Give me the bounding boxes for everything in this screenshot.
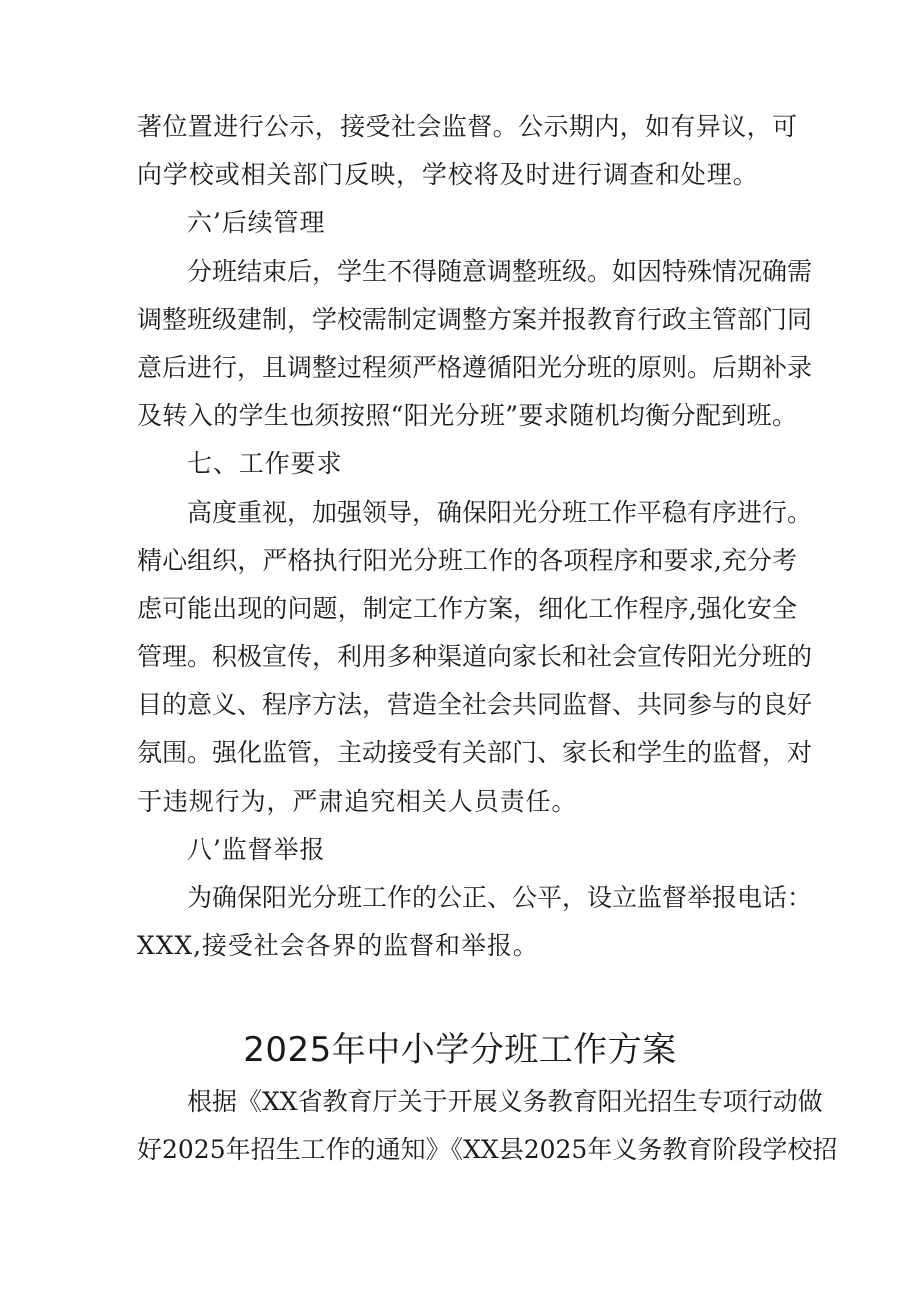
paragraph-line: XXX,接受社会各界的监督和举报。 [137, 931, 539, 961]
section-heading-6: 六’后续管理 [187, 208, 326, 238]
paragraph-line: 为确保阳光分班工作的公正、公平，设立监督举报电话： [187, 883, 813, 912]
paragraph-line: 著位置进行公示，接受社会监督。公示期内，如有异议，可 [137, 112, 797, 141]
paragraph-line: 调整班级建制，学校需制定调整方案并报教育行政主管部门同 [137, 304, 813, 334]
paragraph-line: 氛围。强化监管，主动接受有关部门、家长和学生的监督，对 [137, 738, 813, 768]
intro-line: 根据《XX省教育厅关于开展义务教育阳光招生专项行动做 [187, 1087, 823, 1116]
paragraph-line: 向学校或相关部门反映，学校将及时进行调查和处理。 [137, 160, 759, 190]
section-heading-7: 七、工作要求 [187, 449, 343, 479]
paragraph-line: 高度重视，加强领导，确保阳光分班工作平稳有序进行。 [187, 497, 813, 527]
paragraph-line: 目的意义、程序方法，营造全社会共同监督、共同参与的良好 [137, 690, 813, 720]
paragraph-line: 意后进行，且调整过程须严格遵循阳光分班的原则。后期补录 [137, 352, 813, 382]
document-title: 2025年中小学分班工作方案 [243, 1030, 677, 1070]
paragraph-line: 虑可能出现的问题，制定工作方案，细化工作程序,强化安全 [137, 593, 797, 623]
paragraph-line: 管理。积极宣传，利用多种渠道向家长和社会宣传阳光分班的 [137, 642, 813, 672]
paragraph-line: 精心组织，严格执行阳光分班工作的各项程序和要求,充分考 [137, 545, 797, 575]
paragraph-line: 及转入的学生也须按照“阳光分班”要求随机均衡分配到班。 [137, 401, 797, 431]
intro-body [137, 1078, 838, 1174]
section-heading-8: 八’监督举报 [187, 834, 326, 864]
document-body [137, 103, 813, 970]
paragraph-line: 分班结束后，学生不得随意调整班级。如因特殊情况确需 [187, 256, 813, 286]
paragraph-line: 于违规行为，严肃追究相关人员责任。 [137, 786, 578, 816]
intro-line: 好2025年招生工作的通知》《XX县2025年义务教育阶段学校招 [137, 1135, 838, 1165]
